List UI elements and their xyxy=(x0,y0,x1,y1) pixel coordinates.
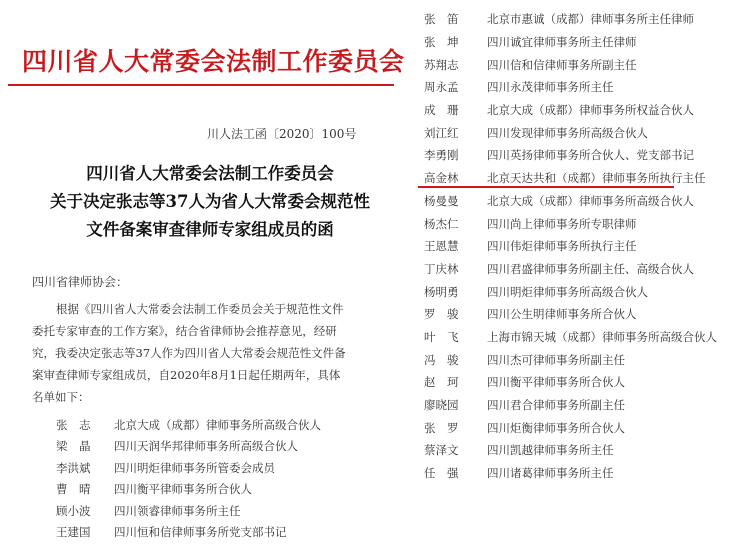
member-row xyxy=(56,500,396,522)
member-org: 四川明炬律师事务所管委会成员 xyxy=(114,460,275,475)
member-org: 四川恒和信律师事务所党支部书记 xyxy=(114,525,287,540)
member-name: 叶 飞 xyxy=(424,329,459,344)
member-row xyxy=(424,53,749,76)
member-list-right xyxy=(424,8,749,484)
member-org: 四川衡平律师事务所合伙人 xyxy=(487,375,625,390)
member-name: 杨明勇 xyxy=(424,284,459,299)
member-org: 四川永茂律师事务所主任 xyxy=(487,80,614,95)
member-row xyxy=(424,348,749,371)
member-org: 四川衡平律师事务所合伙人 xyxy=(114,482,252,497)
member-row xyxy=(424,258,749,281)
member-org: 北京天达共和（成都）律师事务所执行主任 xyxy=(487,171,706,186)
title-line: 四川省人大常委会法制工作委员会 xyxy=(86,164,334,183)
document-title xyxy=(40,160,380,244)
member-row xyxy=(56,436,396,458)
member-row xyxy=(424,76,749,99)
member-name: 周永孟 xyxy=(424,80,459,95)
member-org: 四川信和信律师事务所副主任 xyxy=(487,57,637,72)
member-org: 北京大成（成都）律师事务所高级合伙人 xyxy=(114,417,321,432)
member-org: 四川天润华邦律师事务所高级合伙人 xyxy=(114,439,298,454)
member-row xyxy=(424,235,749,258)
member-name: 王恩慧 xyxy=(424,239,459,254)
member-name: 顾小波 xyxy=(56,503,91,518)
member-name: 梁 晶 xyxy=(56,439,91,454)
member-org: 四川君盛律师事务所副主任、高级合伙人 xyxy=(487,261,694,276)
member-org: 上海市锦天城（成都）律师事务所高级合伙人 xyxy=(487,329,717,344)
member-name: 杨曼曼 xyxy=(424,193,459,208)
member-org: 四川诚宜律师事务所主任律师 xyxy=(487,35,637,50)
member-org: 四川炬衡律师事务所合伙人 xyxy=(487,420,625,435)
member-row xyxy=(424,190,749,213)
member-name: 冯 骏 xyxy=(424,352,459,367)
member-name: 杨杰仁 xyxy=(424,216,459,231)
member-name: 李洪斌 xyxy=(56,460,91,475)
member-row xyxy=(424,439,749,462)
member-name: 丁庆林 xyxy=(424,261,459,276)
member-org: 四川发现律师事务所高级合伙人 xyxy=(487,125,648,140)
member-row xyxy=(424,462,749,485)
member-row xyxy=(424,280,749,303)
member-name: 刘江红 xyxy=(424,125,459,140)
title-line: 文件备案审查律师专家组成员的函 xyxy=(86,220,334,239)
body-line: 究，我委决定张志等37人作为四川省人大常委会规范性文件备 xyxy=(32,346,346,360)
highlight-underline xyxy=(418,186,674,188)
member-name: 张 志 xyxy=(56,417,91,432)
member-org: 四川诸葛律师事务所主任 xyxy=(487,466,614,481)
member-row-highlighted xyxy=(424,121,749,144)
member-row xyxy=(424,303,749,326)
member-name: 张 坤 xyxy=(424,35,459,50)
body-line: 案审查律师专家组成员，自2020年8月1日起任期两年，具体 xyxy=(32,368,341,382)
header-red-rule xyxy=(8,84,394,86)
salutation: 四川省律师协会： xyxy=(32,275,129,289)
member-name: 赵 珂 xyxy=(424,375,459,390)
member-org: 四川公生明律师事务所合伙人 xyxy=(487,307,637,322)
body-line: 根据《四川省人大常委会法制工作委员会关于规范性文件 xyxy=(56,302,344,316)
member-name: 廖晓园 xyxy=(424,398,459,413)
member-row xyxy=(424,8,749,31)
member-org: 四川领睿律师事务所主任 xyxy=(114,503,241,518)
member-name: 李勇刚 xyxy=(424,148,459,163)
member-row xyxy=(424,31,749,54)
member-name: 张 笛 xyxy=(424,12,459,27)
member-row xyxy=(56,457,396,479)
member-name: 王建国 xyxy=(56,525,91,540)
member-row xyxy=(424,212,749,235)
body-paragraph xyxy=(32,298,384,408)
member-name: 蔡泽文 xyxy=(424,443,459,458)
member-org: 四川杰可律师事务所副主任 xyxy=(487,352,625,367)
member-org: 四川伟炬律师事务所执行主任 xyxy=(487,239,637,254)
member-org: 四川君合律师事务所副主任 xyxy=(487,398,625,413)
member-org: 北京市惠诚（成都）律师事务所主任律师 xyxy=(487,12,694,27)
member-org: 北京大成（成都）律师事务所高级合伙人 xyxy=(487,193,694,208)
body-line: 名单如下： xyxy=(32,390,90,404)
member-name: 高金林 xyxy=(424,171,459,186)
member-name: 成 珊 xyxy=(424,103,459,118)
member-row xyxy=(424,371,749,394)
body-line: 委托专家审查的工作方案》，结合省律师协会推荐意见，经研 xyxy=(32,324,337,338)
member-row xyxy=(424,394,749,417)
member-row xyxy=(56,414,396,436)
member-row xyxy=(424,326,749,349)
member-org: 四川凯越律师事务所主任 xyxy=(487,443,614,458)
member-name: 张 罗 xyxy=(424,420,459,435)
member-row xyxy=(424,99,749,122)
member-org: 四川英扬律师事务所合伙人、党支部书记 xyxy=(487,148,694,163)
member-list-left xyxy=(56,414,396,543)
member-row xyxy=(424,144,749,167)
member-org: 四川明炬律师事务所高级合伙人 xyxy=(487,284,648,299)
member-name: 任 强 xyxy=(424,466,459,481)
member-row xyxy=(56,479,396,501)
member-org: 北京大成（成都）律师事务所权益合伙人 xyxy=(487,103,694,118)
org-header-title: 四川省人大常委会法制工作委员会 xyxy=(22,47,405,76)
member-row xyxy=(56,522,396,544)
member-row xyxy=(424,416,749,439)
member-name: 罗 骏 xyxy=(424,307,459,322)
member-org: 四川尚上律师事务所专职律师 xyxy=(487,216,637,231)
document-number: 川人法工函〔2020〕100号 xyxy=(207,127,357,141)
title-line: 关于决定张志等37人为省人大常委会规范性 xyxy=(50,192,370,211)
member-name: 曹 晴 xyxy=(56,482,91,497)
member-name: 苏翔志 xyxy=(424,57,459,72)
